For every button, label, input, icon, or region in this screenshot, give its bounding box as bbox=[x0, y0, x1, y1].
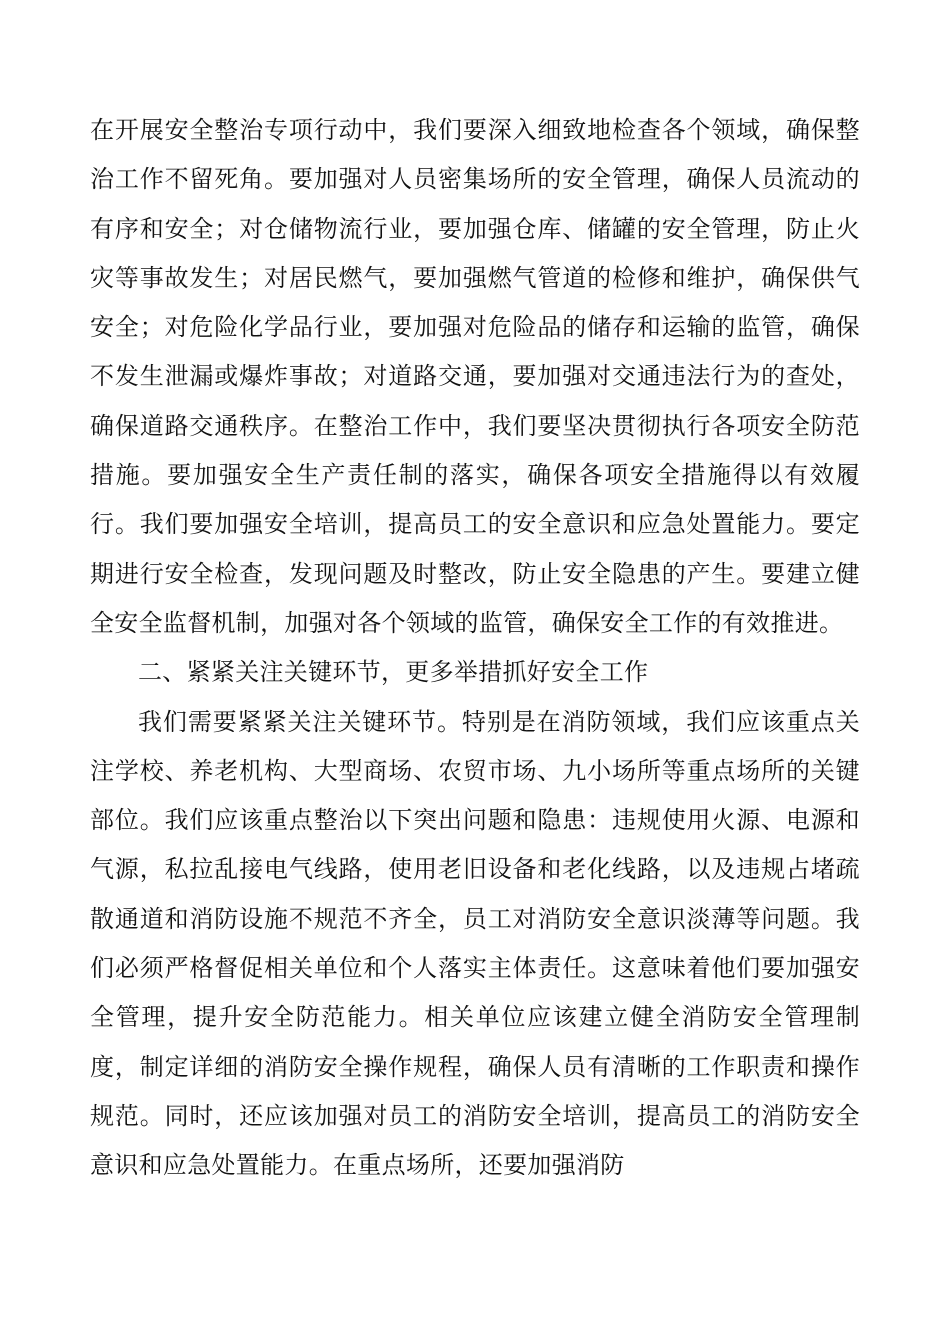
document-body bbox=[90, 106, 860, 1191]
body-paragraph-2: 我们需要紧紧关注关键环节。特别是在消防领域，我们应该重点关注学校、养老机构、大型商场、农贸市场、九小场所等重点场所的关键部位。我们应该重点整治以下突出问题和隐患：违规使用火源、电源和气源，私拉乱接电气线路，使用老旧设备和老化线路，以及违规占堵疏散通道和消防设施不规范不齐全，员工对消防安全意识淡薄等问题。我们必须严格督促相关单位和个人落实主体责任。这意味着他们要加强安全管理，提升安全防范能力。相关单位应该建立健全消防安全管理制度，制定详细的消防安全操作规程，确保人员有清晰的工作职责和操作规范。同时，还应该加强对员工的消防安全培训，提高员工的消防安全意识和应急处置能力。在重点场所，还要加强消防 bbox=[90, 707, 860, 1180]
body-paragraph-1: 在开展安全整治专项行动中，我们要深入细致地检查各个领域，确保整治工作不留死角。要加强对人员密集场所的安全管理，确保人员流动的有序和安全；对仓储物流行业，要加强仓库、储罐的安全管理，防止火灾等事故发生；对居民燃气，要加强燃气管道的检修和维护，确保供气安全；对危险化学品行业，要加强对危险品的储存和运输的监管，确保不发生泄漏或爆炸事故；对道路交通，要加强对交通违法行为的查处，确保道路交通秩序。在整治工作中，我们要坚决贯彻执行各项安全防范措施。要加强安全生产责任制的落实，确保各项安全措施得以有效履行。我们要加强安全培训，提高员工的安全意识和应急处置能力。要定期进行安全检查，发现问题及时整改，防止安全隐患的产生。要建立健全安全监督机制，加强对各个领域的监管，确保安全工作的有效推进。 bbox=[90, 116, 860, 637]
section-heading: 二、紧紧关注关键环节，更多举措抓好安全工作 bbox=[138, 658, 649, 687]
